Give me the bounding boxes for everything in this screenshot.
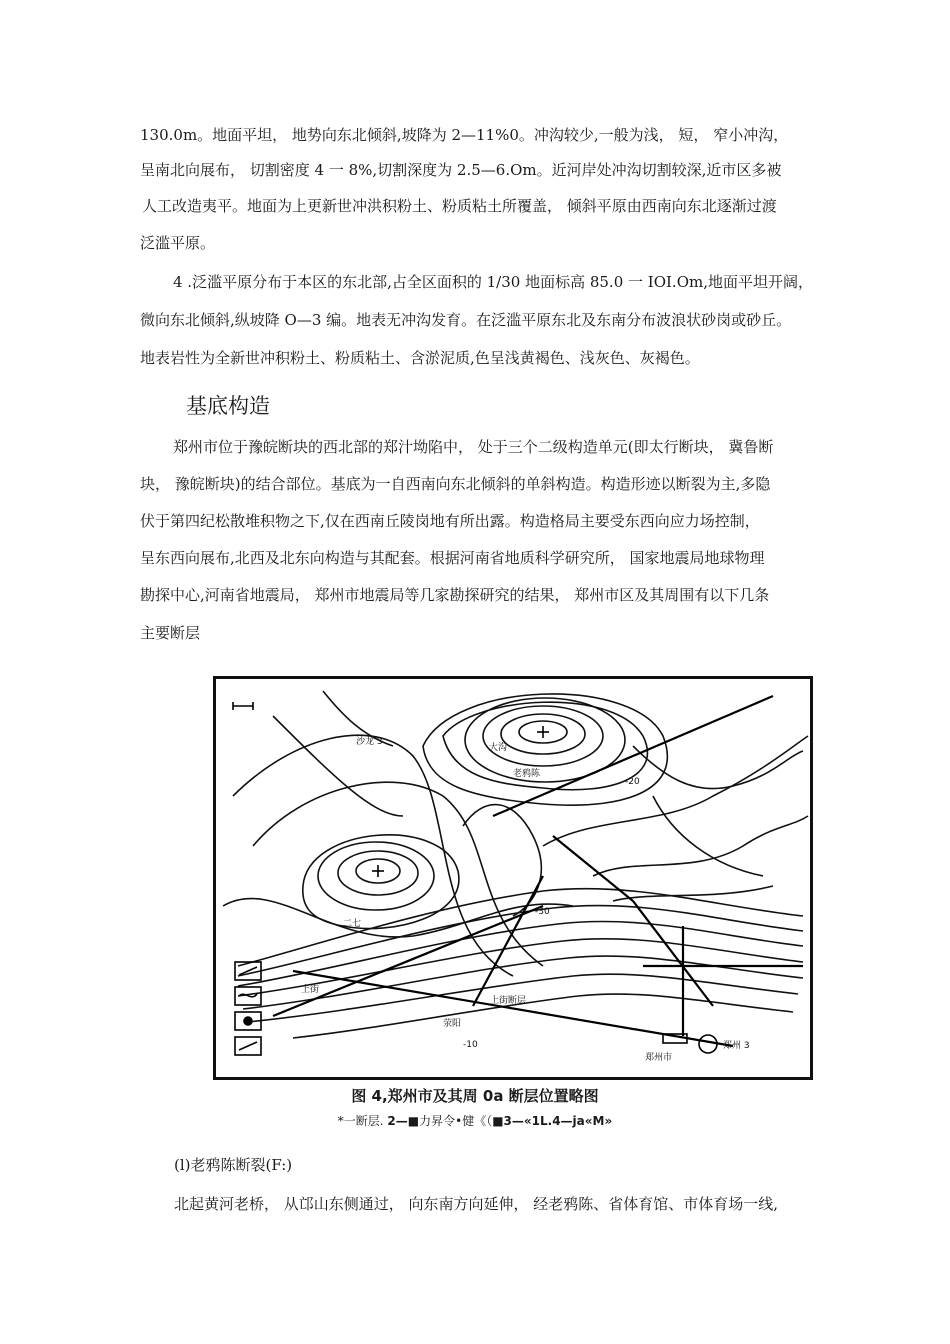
text-line-5: 4 .泛滥平原分布于本区的东北部,占全区面积的 1/30 地面标高 85.0 一 IOI.Om,地面平坦开阔， — [173, 273, 813, 291]
text-line-6: 微向东北倾斜,纵坡降 O—3 编。地表无冲沟发育。在泛滥平原东北及东南分布波浪状砂岗或砂丘。 — [140, 311, 792, 329]
map-label-9: -20 — [625, 777, 640, 787]
text-line-1: 130.0m。地面平坦， 地势向东北倾斜,坡降为 2—11%0。冲沟较少,一般为浅， 短， 窄小冲沟， — [140, 126, 789, 144]
para-line-3: 伏于第四纪松散堆积物之下,仅在西南丘陵岗地有所出露。构造格局主要受东西向应力场控制， — [140, 512, 760, 530]
figure-legend — [0, 1112, 950, 1129]
map-label-2: 大沟 — [489, 743, 508, 753]
para-line-6: 主要断层 — [140, 624, 201, 642]
para-line-2: 块， 豫皖断块)的结合部位。基底为一自西南向东北倾斜的单斜构造。构造形迹以断裂为主,多隐 — [140, 475, 771, 493]
map-label-12: 荥阳 — [443, 1019, 462, 1029]
legend-tail: ■3—«1L.4—ja«M» — [492, 1114, 613, 1128]
map-label-11: 郑州 3 — [723, 1041, 750, 1051]
map-label-7: 上街断层 — [490, 996, 527, 1006]
map-label-10: -10 — [463, 1040, 478, 1050]
map-label-3: 老鸦陈 — [513, 769, 541, 779]
legend-mid1: 2—■ — [387, 1114, 420, 1128]
subheading: (l)老鸦陈断裂(F:) — [174, 1156, 293, 1174]
fault-location-map — [213, 676, 813, 1080]
text-line-3: 人工改造夷平。地面为上更新世冲洪积粉土、粉质粘土所覆盖， 倾斜平原由西南向东北逐渐过渡 — [142, 197, 777, 215]
para-line-4: 呈东西向展布,北西及北东向构造与其配套。根据河南省地质科学研究所， 国家地震局地球物理 — [140, 549, 765, 567]
text-line-last: 北起黄河老桥， 从邙山东侧通过， 向东南方向延伸， 经老鸦陈、省体育馆、市体育场一线, — [174, 1195, 779, 1213]
figure-caption: 图 4,郑州市及其周 0a 断层位置略图 — [351, 1087, 599, 1105]
para-line-5: 勘探中心,河南省地震局， 郑州市地震局等几家勘探研究的结果， 郑州市区及其周围有以下几条 — [140, 586, 770, 604]
text-line-4: 泛滥平原。 — [140, 234, 216, 252]
text-line-2: 呈南北向展布， 切割密度 4 一 8%,切割深度为 2.5—6.Om。近河岸处冲沟切割较深,近市区多被 — [140, 161, 782, 179]
legend-mid2: 力昇令•健《（ — [419, 1114, 493, 1128]
map-label-6: 郑州市 — [645, 1053, 673, 1063]
map-label-5: 上街 — [301, 985, 320, 995]
text-line-7: 地表岩性为全新世冲积粉土、粉质粘土、含淤泥质,色呈浅黄褐色、浅灰色、灰褐色。 — [140, 349, 700, 367]
map-label-4: 二七 — [343, 919, 362, 929]
map-label-1: 沙龙 3 — [356, 737, 383, 747]
para-line-1: 郑州市位于豫皖断块的西北部的郑汁坳陷中， 处于三个二级构造单元(即太行断块， 冀鲁断 — [173, 438, 774, 456]
section-heading: 基底构造 — [186, 394, 270, 418]
map-label-8: -30 — [535, 907, 550, 917]
legend-prefix: *一断层. — [337, 1114, 388, 1128]
